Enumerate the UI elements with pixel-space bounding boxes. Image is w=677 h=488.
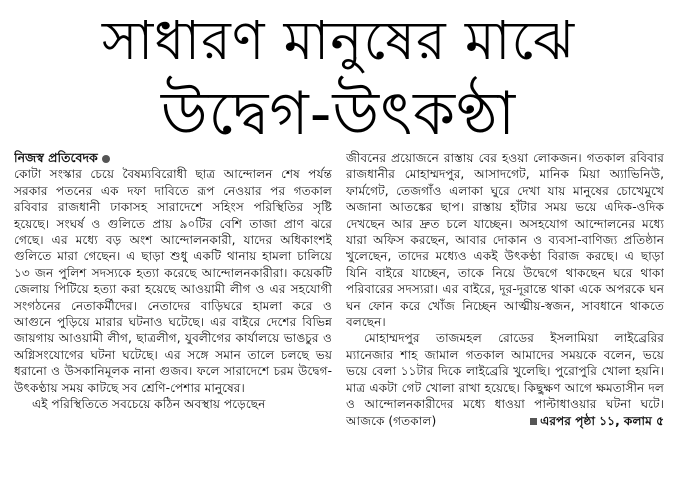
byline <box>14 150 332 166</box>
left-column <box>14 150 332 480</box>
left-paragraph-1: কোটা সংস্কার চেয়ে বৈষম্যবিরোধী ছাত্র আন্দোলন শেষ পর্যন্ত সরকার পতনের এক দফা দাবিতে রূপ নেওয়ার পর গতকাল রবিবার রাজধানী ঢাকাসহ সারাদেশে সহিংস পরিস্থিতির সৃষ্টি হয়েছে। সংঘর্ষ ও গুলিতে প্রায় ৯০টির বেশি তাজা প্রাণ ঝরে গেছে। এর মধ্যে বড় অংশ আন্দোলনকারী, যাদের অধিকাংশই গুলিতে মারা গেছেন। এ ছাড়া শুধু একটি থানায় হামলা চালিয়ে ১৩ জন পুলিশ সদস্যকে হত্যা করেছে আন্দোলনকারীরা। কয়েকটি জেলায় পিটিয়ে হত্যা করা হয়েছে আওয়ামী লীগ ও এর সহযোগী সংগঠনের নেতাকর্মীদের। নেতাদের বাড়িঘরে হামলা করে ও আগুনে পুড়িয়ে মারার ঘটনাও ঘটেছে। এর বাইরে দেশের বিভিন্ন জায়গায় আওয়ামী লীগ, ছাত্রলীগ, যুবলীগের কার্যালয়ে ভাঙচুর ও অগ্নিসংযোগের ঘটনা ঘটেছে। এর সঙ্গে সমান তালে চলছে ভয় ধরানো ও উসকানিমূলক নানা গুজব। ফলে সারাদেশে চরম উদ্বেগ-উৎকণ্ঠায় সময় কাটছে সব শ্রেণি-পেশার মানুষের। <box>14 167 332 395</box>
right-column <box>346 150 664 480</box>
right-paragraph-2-text: মোহাম্মদপুর তাজমহল রোডের ইসলামিয়া লাইব্রেরির ম্যানেজার শাহ জামাল গতকাল আমাদের সময়কে বলেন, ভয়ে ভয়ে বেলা ১১টার দিকে লাইব্রেরি খুলেছি। পুরোপুরি খোলা হয়নি। মাত্র একটা গেট খোলা রাখা হয়েছে। কিছুক্ষণ আগে ক্ষমতাসীন দল ও আন্দোলনকারীদের মধ্যে ধাওয়া পাল্টাধাওয়ার ঘটনা ঘটে। আজকে (গতকাল) <box>346 331 664 428</box>
headline-line-2: উদ্বেগ-উৎকণ্ঠা <box>160 79 517 149</box>
headline-line-1: সাধারণ মানুষের মাঝে <box>101 9 576 72</box>
bullet-dot-icon <box>102 155 110 163</box>
right-paragraph-2 <box>346 330 664 428</box>
square-bullet-icon <box>530 418 537 425</box>
continued-on-text: এরপর পৃষ্ঠা ১১, কলাম ৫ <box>540 413 664 428</box>
left-paragraph-2: এই পরিস্থিতিতে সবচেয়ে কঠিন অবস্থায় পড়েছেন <box>32 397 266 412</box>
right-paragraph-1: জীবনের প্রয়োজনে রাস্তায় বের হওয়া লোকজন। গতকাল রবিবার রাজধানীর মোহাম্মদপুর, আসাদগেট, মানিক মিয়া অ্যাভিনিউ, ফার্মগেট, তেজগাঁও এলাকা ঘুরে দেখা যায় মানুষের চোখেমুখে অজানা আতঙ্কের ছাপ। রাস্তায় হাঁটার সময় ভয়ে এদিক-ওদিক দেখছেন আর দ্রুত চলে যাচ্ছেন। অসহযোগ আন্দোলনের মধ্যে যারা অফিস করছেন, আবার দোকান ও ব্যবসা-বাণিজ্য প্রতিষ্ঠান খুলেছেন, তাদের মধ্যেও একই উৎকণ্ঠা বিরাজ করছে। এ ছাড়া যিনি বাইরে যাচ্ছেন, তাকে নিয়ে উদ্বেগে থাকছেন ঘরে থাকা পরিবারের সদস্যরা। এর বাইরে, দূর-দূরান্তে থাকা একে অপরকে ঘন ঘন ফোন করে খোঁজ নিচ্ছেন আত্মীয়-স্বজন, সাবধানে থাকতে বলছেন। <box>346 151 664 330</box>
byline-text: নিজস্ব প্রতিবেদক <box>14 150 98 165</box>
continued-on-link <box>512 413 664 429</box>
